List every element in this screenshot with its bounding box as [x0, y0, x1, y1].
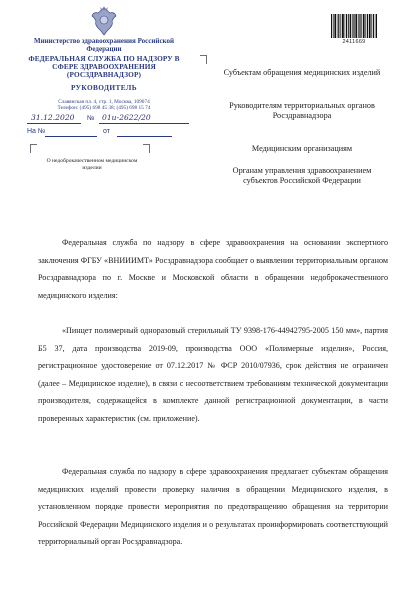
letter-subject: О недоброкачественном медицинском изделии: [46, 158, 138, 171]
body-paragraph-1: Федеральная служба по надзору в сфере здравоохранения на основании экспертного заключения ФГБУ «ВНИИИМТ» Росздравнадзора сообщает о выявлении территориальным органом Росздравнадзора по г. Москве и Московской области в обращении недоброкачественного медицинского изделия:: [38, 238, 388, 300]
body-paragraph-2: «Пинцет полимерный одноразовый стерильный ТУ 9398-176-44942795-2005 150 мм», партия Б5 37, дата производства 2019-09, производства ООО «Полимерные изделия», Россия, регистрационное удостоверение от 07.12.2017 № ФСР 2010/07936, срок действия не ограничен (далее – Медицинское изделие), в связи с несоответствием требованиям технической документации производителя, содержащейся в комплекте данной регистрационной документации, в части проверенных характеристик (см. приложение).: [38, 326, 388, 423]
recipient-item: Органам управления здравоохранением субъектов Российской Федерации: [232, 166, 372, 185]
address-line: Славянская пл. 4, стр. 1, Москва, 109074: [58, 99, 150, 105]
body-paragraph-3: Федеральная служба по надзору в сфере здравоохранения предлагает субъектам обращения медицинских изделий провести проверку наличия в обращении Медицинского изделия, в установленном порядке провести мероприятия по предотвращению обращения на территории Российской Федерации Медицинского изделия и о результатах проинформировать соответствующий территориальный орган Росздравнадзора.: [38, 467, 388, 546]
coat-of-arms-emblem: [89, 6, 119, 38]
phone-line: Телефон: (495) 698 45 38; (495) 698 15 74: [57, 105, 151, 111]
reference-number-label: На №: [27, 128, 46, 135]
barcode: [331, 14, 377, 38]
ministry-name: Министерство здравоохранения Российской Федерации: [33, 37, 175, 53]
reference-line: [27, 128, 197, 140]
registration-date: 31.12.2020: [31, 113, 75, 122]
service-name: ФЕДЕРАЛЬНАЯ СЛУЖБА ПО НАДЗОРУ В СФЕРЕ ЗДРАВООХРАНЕНИЯ (РОСЗДРАВНАДЗОР): [28, 54, 180, 79]
recipient-item: Медицинским организациям: [251, 144, 353, 153]
recipient-item: Субъектам обращения медицинских изделий: [223, 68, 381, 77]
registration-number-label: №: [87, 115, 95, 122]
registration-number: 01и-2622/20: [102, 113, 151, 122]
registration-line: [27, 113, 197, 125]
recipient-item: Руководителям территориальных органов Росздравнадзора: [229, 101, 375, 120]
reference-from-label: от: [103, 128, 110, 135]
barcode-number: 2411669: [342, 39, 366, 45]
address-block: [20, 99, 188, 111]
head-title: РУКОВОДИТЕЛЬ: [71, 83, 137, 92]
